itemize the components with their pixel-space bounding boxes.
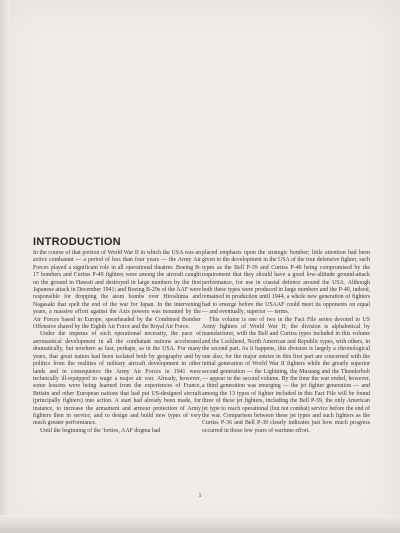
page-number: 1 <box>198 493 202 499</box>
left-column <box>33 250 201 435</box>
paragraph: placed emphasis upon the strategic bomber; little attention had been given to the development in the USA of the true defensive fighter, such types as the Bell P-39 and Curtiss P-40 being compromised by the requirement that they should have a good low-altitude ground-attack performance, for use in coastal defence around the USA. Although both these types were produced in large numbers and the P-40, indeed, remained in production until 1944, a whole new generation of fighters had to emerge before the USAAF could meet its opponents on equal — and eventually, superior — terms. <box>202 250 370 316</box>
page-title: INTRODUCTION <box>33 236 121 249</box>
paragraph: In the course of that portion of World War II in which the USA was an active combatant — a period of less than four years — the Army Air Forces played a significant role in all operational theatres. Boeing B-17 bombers and Curtiss P-40 fighters were among the aircraft caught on the ground in Hawaii and destroyed in large numbers by the first Japanese attack in December 1941; and Boeing B-29s of the AAF were responsible for dropping the atom bombs over Hiroshima and Nagasaki that spelt the end of the war for Japan. In the intervening years, a massive effort against the Axis powers was mounted by the Air Forces based in Europe, spearheaded by the Combined Bomber Offensive shared by the Eighth Air Force and the Royal Air Force. <box>33 250 201 331</box>
paragraph: Under the impetus of such operational necessity, the pace of aeronautical development in all the combatant nations accelerated dramatically, but nowhere as fast, perhaps, as in the USA. For many years, that great nation had been isolated both by geography and by politics from the realities of military aircraft development in other lands and in consequence the Army Air Forces in 1941 were technically ill-equipped to wage a major air war. Already, however, some lessons were being learned from the experiences of France, Britain and other European nations that had put US-designed aircraft (principally fighters) into action. A start had already been made, for instance, to increase the armament and armour protection of Army fighters then in service, and to design and build new types of very much greater performance. <box>33 331 201 427</box>
page-gutter-shadow <box>0 0 10 533</box>
right-column <box>202 250 370 435</box>
page-bottom-shadow <box>0 515 400 533</box>
paragraph: Until the beginning of the 'forties, AAF dogma had <box>40 427 161 434</box>
paragraph: This volume is one of two in the Fact File series devoted to US Army fighters of World War II; the division is alphabetical by manufacturer, with the Bell and Curtiss types included in this volume and the Lockheed, North American and Republic types, with others, in the second part. As it happens, this division is largely a chronological one also, for the major entries in this first part are concerned with the initial generation of World War II fighters while the greatly superior second generation — the Lightning, the Mustang and the Thunderbolt — appear in the second volume. By the time the war ended, however, a third generation was emerging — the jet fighter generation — and among the 13 types of fighter included in this Fact File will be found three of these jet fighters, including the Bell P-59, the only American jet type to reach operational (but not combat) service before the end of the war. Comparison between these jet types and such fighters as the Curtiss P-36 and Bell P-39 clearly indicates just how much progress occurred in those few years of wartime effort. <box>202 316 370 434</box>
